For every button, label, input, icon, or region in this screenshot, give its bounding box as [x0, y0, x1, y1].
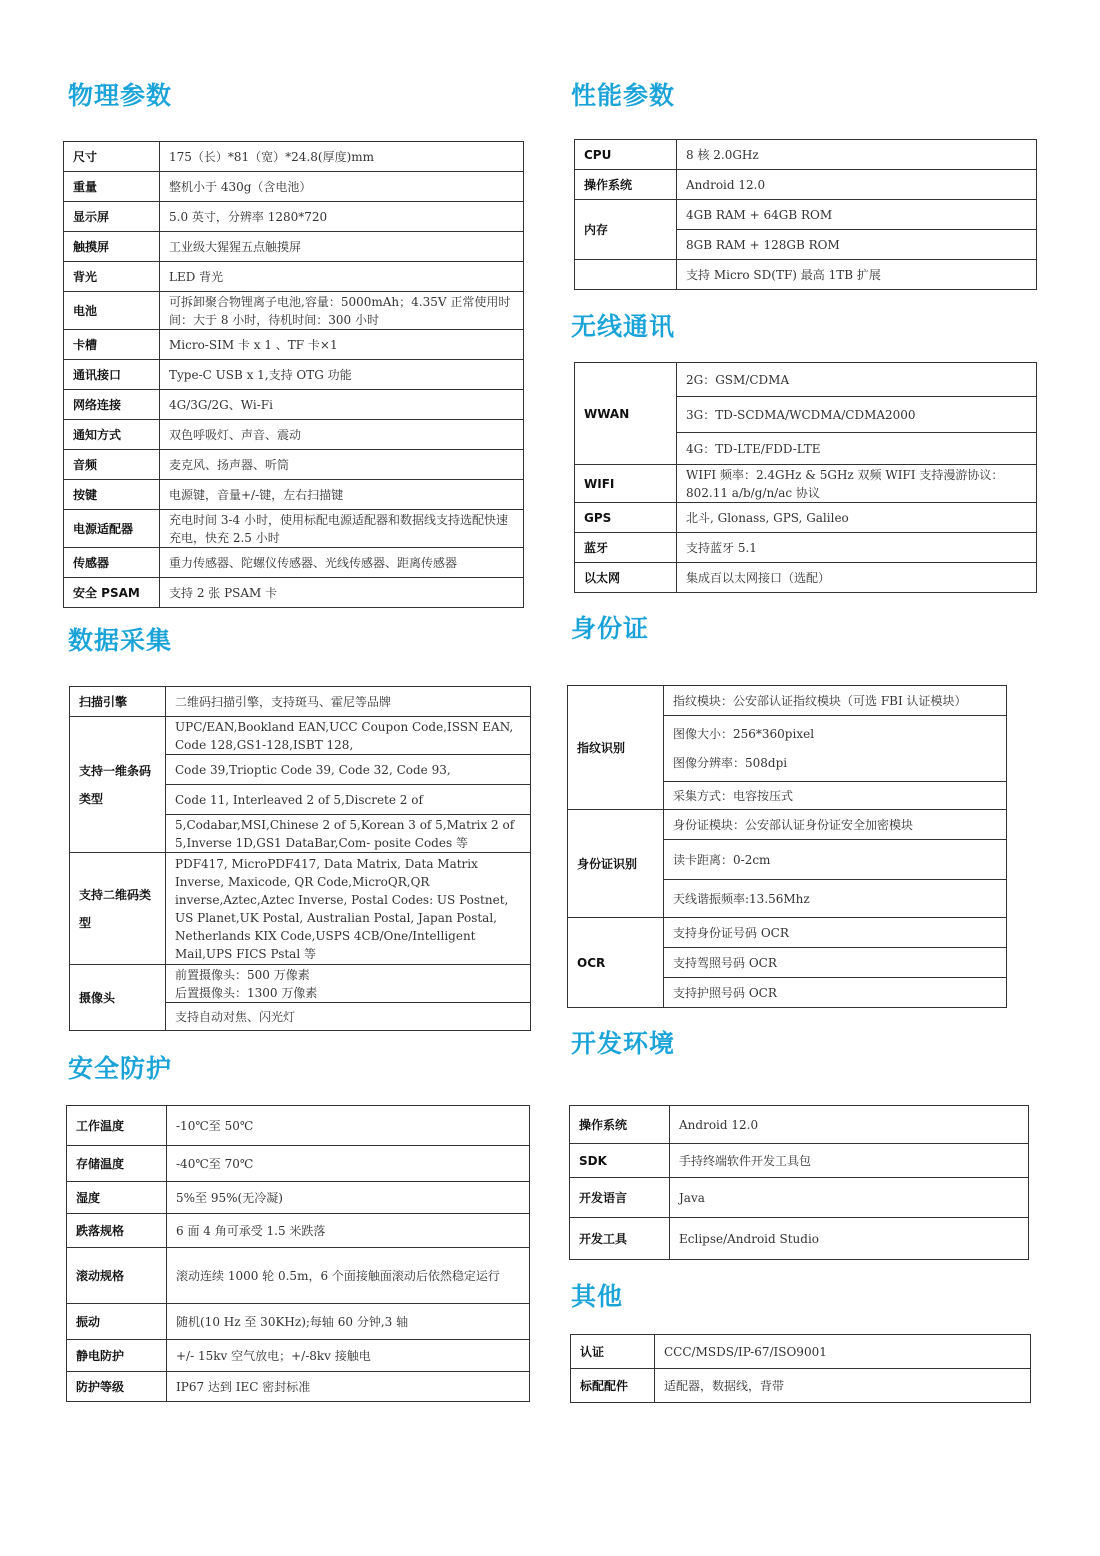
table-row	[64, 420, 524, 450]
spec-value: 可拆卸聚合物锂离子电池,容量：5000mAh；4.35V 正常使用时间：大于 8 小时，待机时间：300 小时	[160, 292, 524, 330]
table-row	[64, 202, 524, 232]
idcard-spec-table	[567, 685, 1007, 1008]
spec-label: 跌落规格	[67, 1214, 167, 1248]
spec-value: 支持身份证号码 OCR	[664, 918, 1007, 948]
spec-value: 8GB RAM + 128GB ROM	[677, 230, 1037, 260]
spec-value: Code 11, Interleaved 2 of 5,Discrete 2 of	[166, 785, 531, 815]
spec-label: 振动	[67, 1304, 167, 1340]
spec-value: Type-C USB x 1,支持 OTG 功能	[160, 360, 524, 390]
spec-value	[166, 965, 531, 1003]
table-row	[64, 142, 524, 172]
table-row	[570, 1106, 1029, 1144]
spec-value: 滚动连续 1000 轮 0.5m，6 个面接触面滚动后依然稳定运行	[167, 1248, 530, 1304]
spec-value: 读卡距离：0-2cm	[664, 840, 1007, 880]
table-row	[67, 1248, 530, 1304]
spec-value: 充电时间 3-4 小时，使用标配电源适配器和数据线支持选配快速充电，快充 2.5 小时	[160, 510, 524, 548]
spec-value: LED 背光	[160, 262, 524, 292]
spec-label: 蓝牙	[575, 533, 677, 563]
spec-label: 电源适配器	[64, 510, 160, 548]
table-row	[575, 563, 1037, 593]
section-title-performance: 性能参数	[571, 81, 676, 110]
table-row	[575, 363, 1037, 397]
table-row	[67, 1182, 530, 1214]
spec-value: 6 面 4 角可承受 1.5 米跌落	[167, 1214, 530, 1248]
section-title-data: 数据采集	[68, 626, 173, 655]
section-title-security: 安全防护	[68, 1054, 173, 1083]
spec-label: 开发工具	[570, 1218, 670, 1260]
spec-value: -10℃至 50℃	[167, 1106, 530, 1146]
spec-value: PDF417, MicroPDF417, Data Matrix, Data Matrix Inverse, Maxicode, QR Code,MicroQR,QR inverse,Aztec,Aztec Inverse, Postal Codes: US Postnet, US Planet,UK Postal, Australian Postal, Japan Postal, Netherlands KIX Code,USPS 4CB/One/Intelligent Mail,UPS FICS Pstal 等	[166, 853, 531, 965]
table-row	[70, 853, 531, 965]
spec-label: WIFI	[575, 465, 677, 503]
spec-value: 4GB RAM + 64GB ROM	[677, 200, 1037, 230]
spec-value: 3G：TD-SCDMA/WCDMA/CDMA2000	[677, 397, 1037, 433]
table-row	[64, 172, 524, 202]
spec-value: Android 12.0	[670, 1106, 1029, 1144]
spec-value: 支持 2 张 PSAM 卡	[160, 578, 524, 608]
table-row	[67, 1106, 530, 1146]
spec-label: WWAN	[575, 363, 677, 465]
spec-label: 安全 PSAM	[64, 578, 160, 608]
table-row	[64, 292, 524, 330]
spec-value: 支持自动对焦、闪光灯	[166, 1003, 531, 1031]
section-title-dev: 开发环境	[571, 1029, 676, 1058]
spec-value: Eclipse/Android Studio	[670, 1218, 1029, 1260]
spec-label: 触摸屏	[64, 232, 160, 262]
table-row	[568, 810, 1007, 840]
performance-spec-table	[574, 139, 1037, 290]
spec-value: 重力传感器、陀螺仪传感器、光线传感器、距离传感器	[160, 548, 524, 578]
table-row	[575, 140, 1037, 170]
table-row	[64, 390, 524, 420]
table-row	[64, 360, 524, 390]
spec-value: 5%至 95%(无冷凝)	[167, 1182, 530, 1214]
table-row	[67, 1146, 530, 1182]
spec-label: 背光	[64, 262, 160, 292]
table-row	[67, 1214, 530, 1248]
spec-value: 电源键，音量+/-键，左右扫描键	[160, 480, 524, 510]
data-spec-table	[69, 686, 531, 1031]
table-row	[64, 330, 524, 360]
spec-value-line: 前置摄像头：500 万像素	[175, 967, 310, 982]
table-row	[70, 965, 531, 1003]
spec-value: 支持蓝牙 5.1	[677, 533, 1037, 563]
spec-value: WIFI 频率：2.4GHz & 5GHz 双频 WIFI 支持漫游协议：802.11 a/b/g/n/ac 协议	[677, 465, 1037, 503]
table-row	[67, 1372, 530, 1402]
table-row	[64, 578, 524, 608]
table-row	[64, 262, 524, 292]
spec-label: OCR	[568, 918, 664, 1008]
spec-label: 卡槽	[64, 330, 160, 360]
table-row	[571, 1335, 1031, 1369]
spec-label: CPU	[575, 140, 677, 170]
spec-label: 网络连接	[64, 390, 160, 420]
spec-value-line: 图像大小：256*360pixel	[673, 726, 815, 741]
dev-spec-table	[569, 1105, 1029, 1260]
spec-label: 操作系统	[570, 1106, 670, 1144]
spec-value: 4G：TD-LTE/FDD-LTE	[677, 433, 1037, 465]
physical-spec-table	[63, 141, 524, 608]
spec-value: 175（长）*81（宽）*24.8(厚度)mm	[160, 142, 524, 172]
spec-label: SDK	[570, 1144, 670, 1178]
spec-value: 北斗, Glonass, GPS, Galileo	[677, 503, 1037, 533]
table-row	[575, 465, 1037, 503]
spec-value: Code 39,Trioptic Code 39, Code 32, Code 93,	[166, 755, 531, 785]
table-row	[570, 1178, 1029, 1218]
spec-value: 天线谐振频率:13.56Mhz	[664, 880, 1007, 918]
spec-label	[575, 260, 677, 290]
table-row	[570, 1218, 1029, 1260]
spec-value: Android 12.0	[677, 170, 1037, 200]
table-row	[575, 260, 1037, 290]
table-row	[575, 533, 1037, 563]
spec-label: 工作温度	[67, 1106, 167, 1146]
table-row	[570, 1144, 1029, 1178]
spec-value: 二维码扫描引擎，支持斑马、霍尼等品牌	[166, 687, 531, 717]
spec-value: 双色呼吸灯、声音、震动	[160, 420, 524, 450]
spec-value: UPC/EAN,Bookland EAN,UCC Coupon Code,ISSN EAN, Code 128,GS1-128,ISBT 128,	[166, 717, 531, 755]
table-row	[571, 1369, 1031, 1403]
table-row	[64, 510, 524, 548]
spec-label: 标配配件	[571, 1369, 655, 1403]
spec-label: 电池	[64, 292, 160, 330]
spec-label: 扫描引擎	[70, 687, 166, 717]
table-row	[70, 717, 531, 755]
spec-value: -40℃至 70℃	[167, 1146, 530, 1182]
spec-value: 2G：GSM/CDMA	[677, 363, 1037, 397]
spec-value: 支持护照号码 OCR	[664, 978, 1007, 1008]
spec-value: CCC/MSDS/IP-67/ISO9001	[655, 1335, 1031, 1369]
spec-value: 身份证模块：公安部认证身份证安全加密模块	[664, 810, 1007, 840]
spec-label: 音频	[64, 450, 160, 480]
security-spec-table	[66, 1105, 530, 1402]
spec-value: 5,Codabar,MSI,Chinese 2 of 5,Korean 3 of 5,Matrix 2 of 5,Inverse 1D,GS1 DataBar,Com- posite Codes 等	[166, 815, 531, 853]
section-title-physical: 物理参数	[68, 81, 173, 110]
spec-value: 手持终端软件开发工具包	[670, 1144, 1029, 1178]
spec-label: 以太网	[575, 563, 677, 593]
spec-value: 适配器，数据线，背带	[655, 1369, 1031, 1403]
spec-value: Java	[670, 1178, 1029, 1218]
spec-label: 存储温度	[67, 1146, 167, 1182]
spec-label: 身份证识别	[568, 810, 664, 918]
spec-label: 湿度	[67, 1182, 167, 1214]
table-row	[67, 1304, 530, 1340]
spec-label: 传感器	[64, 548, 160, 578]
table-row	[64, 480, 524, 510]
section-title-wireless: 无线通讯	[571, 312, 676, 341]
spec-label: 按键	[64, 480, 160, 510]
spec-label: 显示屏	[64, 202, 160, 232]
spec-value-line: 图像分辨率：508dpi	[673, 755, 788, 770]
spec-value	[664, 716, 1007, 782]
spec-value: 集成百以太网接口（选配）	[677, 563, 1037, 593]
section-title-other: 其他	[571, 1282, 624, 1311]
spec-label: GPS	[575, 503, 677, 533]
spec-label: 认证	[571, 1335, 655, 1369]
spec-value: +/- 15kv 空气放电；+/-8kv 接触电	[167, 1340, 530, 1372]
section-title-idcard: 身份证	[571, 614, 650, 643]
table-row	[568, 686, 1007, 716]
table-row	[575, 200, 1037, 230]
spec-value: Micro-SIM 卡 x 1 、TF 卡×1	[160, 330, 524, 360]
spec-label: 重量	[64, 172, 160, 202]
table-row	[64, 232, 524, 262]
spec-label: 开发语言	[570, 1178, 670, 1218]
spec-label: 防护等级	[67, 1372, 167, 1402]
spec-value: 支持驾照号码 OCR	[664, 948, 1007, 978]
spec-label: 通知方式	[64, 420, 160, 450]
spec-label: 指纹识别	[568, 686, 664, 810]
spec-value: 整机小于 430g（含电池）	[160, 172, 524, 202]
table-row	[64, 450, 524, 480]
spec-label: 静电防护	[67, 1340, 167, 1372]
spec-value: 采集方式：电容按压式	[664, 782, 1007, 810]
spec-value: 支持 Micro SD(TF) 最高 1TB 扩展	[677, 260, 1037, 290]
spec-value: 8 核 2.0GHz	[677, 140, 1037, 170]
spec-label: 支持二维码类型	[70, 853, 166, 965]
spec-value: 5.0 英寸，分辨率 1280*720	[160, 202, 524, 232]
spec-value: 随机(10 Hz 至 30KHz);每轴 60 分钟,3 轴	[167, 1304, 530, 1340]
spec-label: 操作系统	[575, 170, 677, 200]
spec-label: 滚动规格	[67, 1248, 167, 1304]
table-row	[67, 1340, 530, 1372]
spec-label: 尺寸	[64, 142, 160, 172]
spec-label: 通讯接口	[64, 360, 160, 390]
spec-label: 内存	[575, 200, 677, 260]
spec-label: 摄像头	[70, 965, 166, 1031]
table-row	[568, 918, 1007, 948]
spec-value-line: 后置摄像头：1300 万像素	[175, 985, 318, 1000]
spec-value: 指纹模块：公安部认证指纹模块（可选 FBI 认证模块）	[664, 686, 1007, 716]
spec-label: 支持一维条码类型	[70, 717, 166, 853]
other-spec-table	[570, 1334, 1031, 1403]
spec-value: 工业级大猩猩五点触摸屏	[160, 232, 524, 262]
spec-value: IP67 达到 IEC 密封标准	[167, 1372, 530, 1402]
table-row	[575, 503, 1037, 533]
table-row	[64, 548, 524, 578]
wireless-spec-table	[574, 362, 1037, 593]
spec-value: 麦克风、扬声器、听筒	[160, 450, 524, 480]
spec-value: 4G/3G/2G、Wi-Fi	[160, 390, 524, 420]
table-row	[70, 687, 531, 717]
table-row	[575, 170, 1037, 200]
